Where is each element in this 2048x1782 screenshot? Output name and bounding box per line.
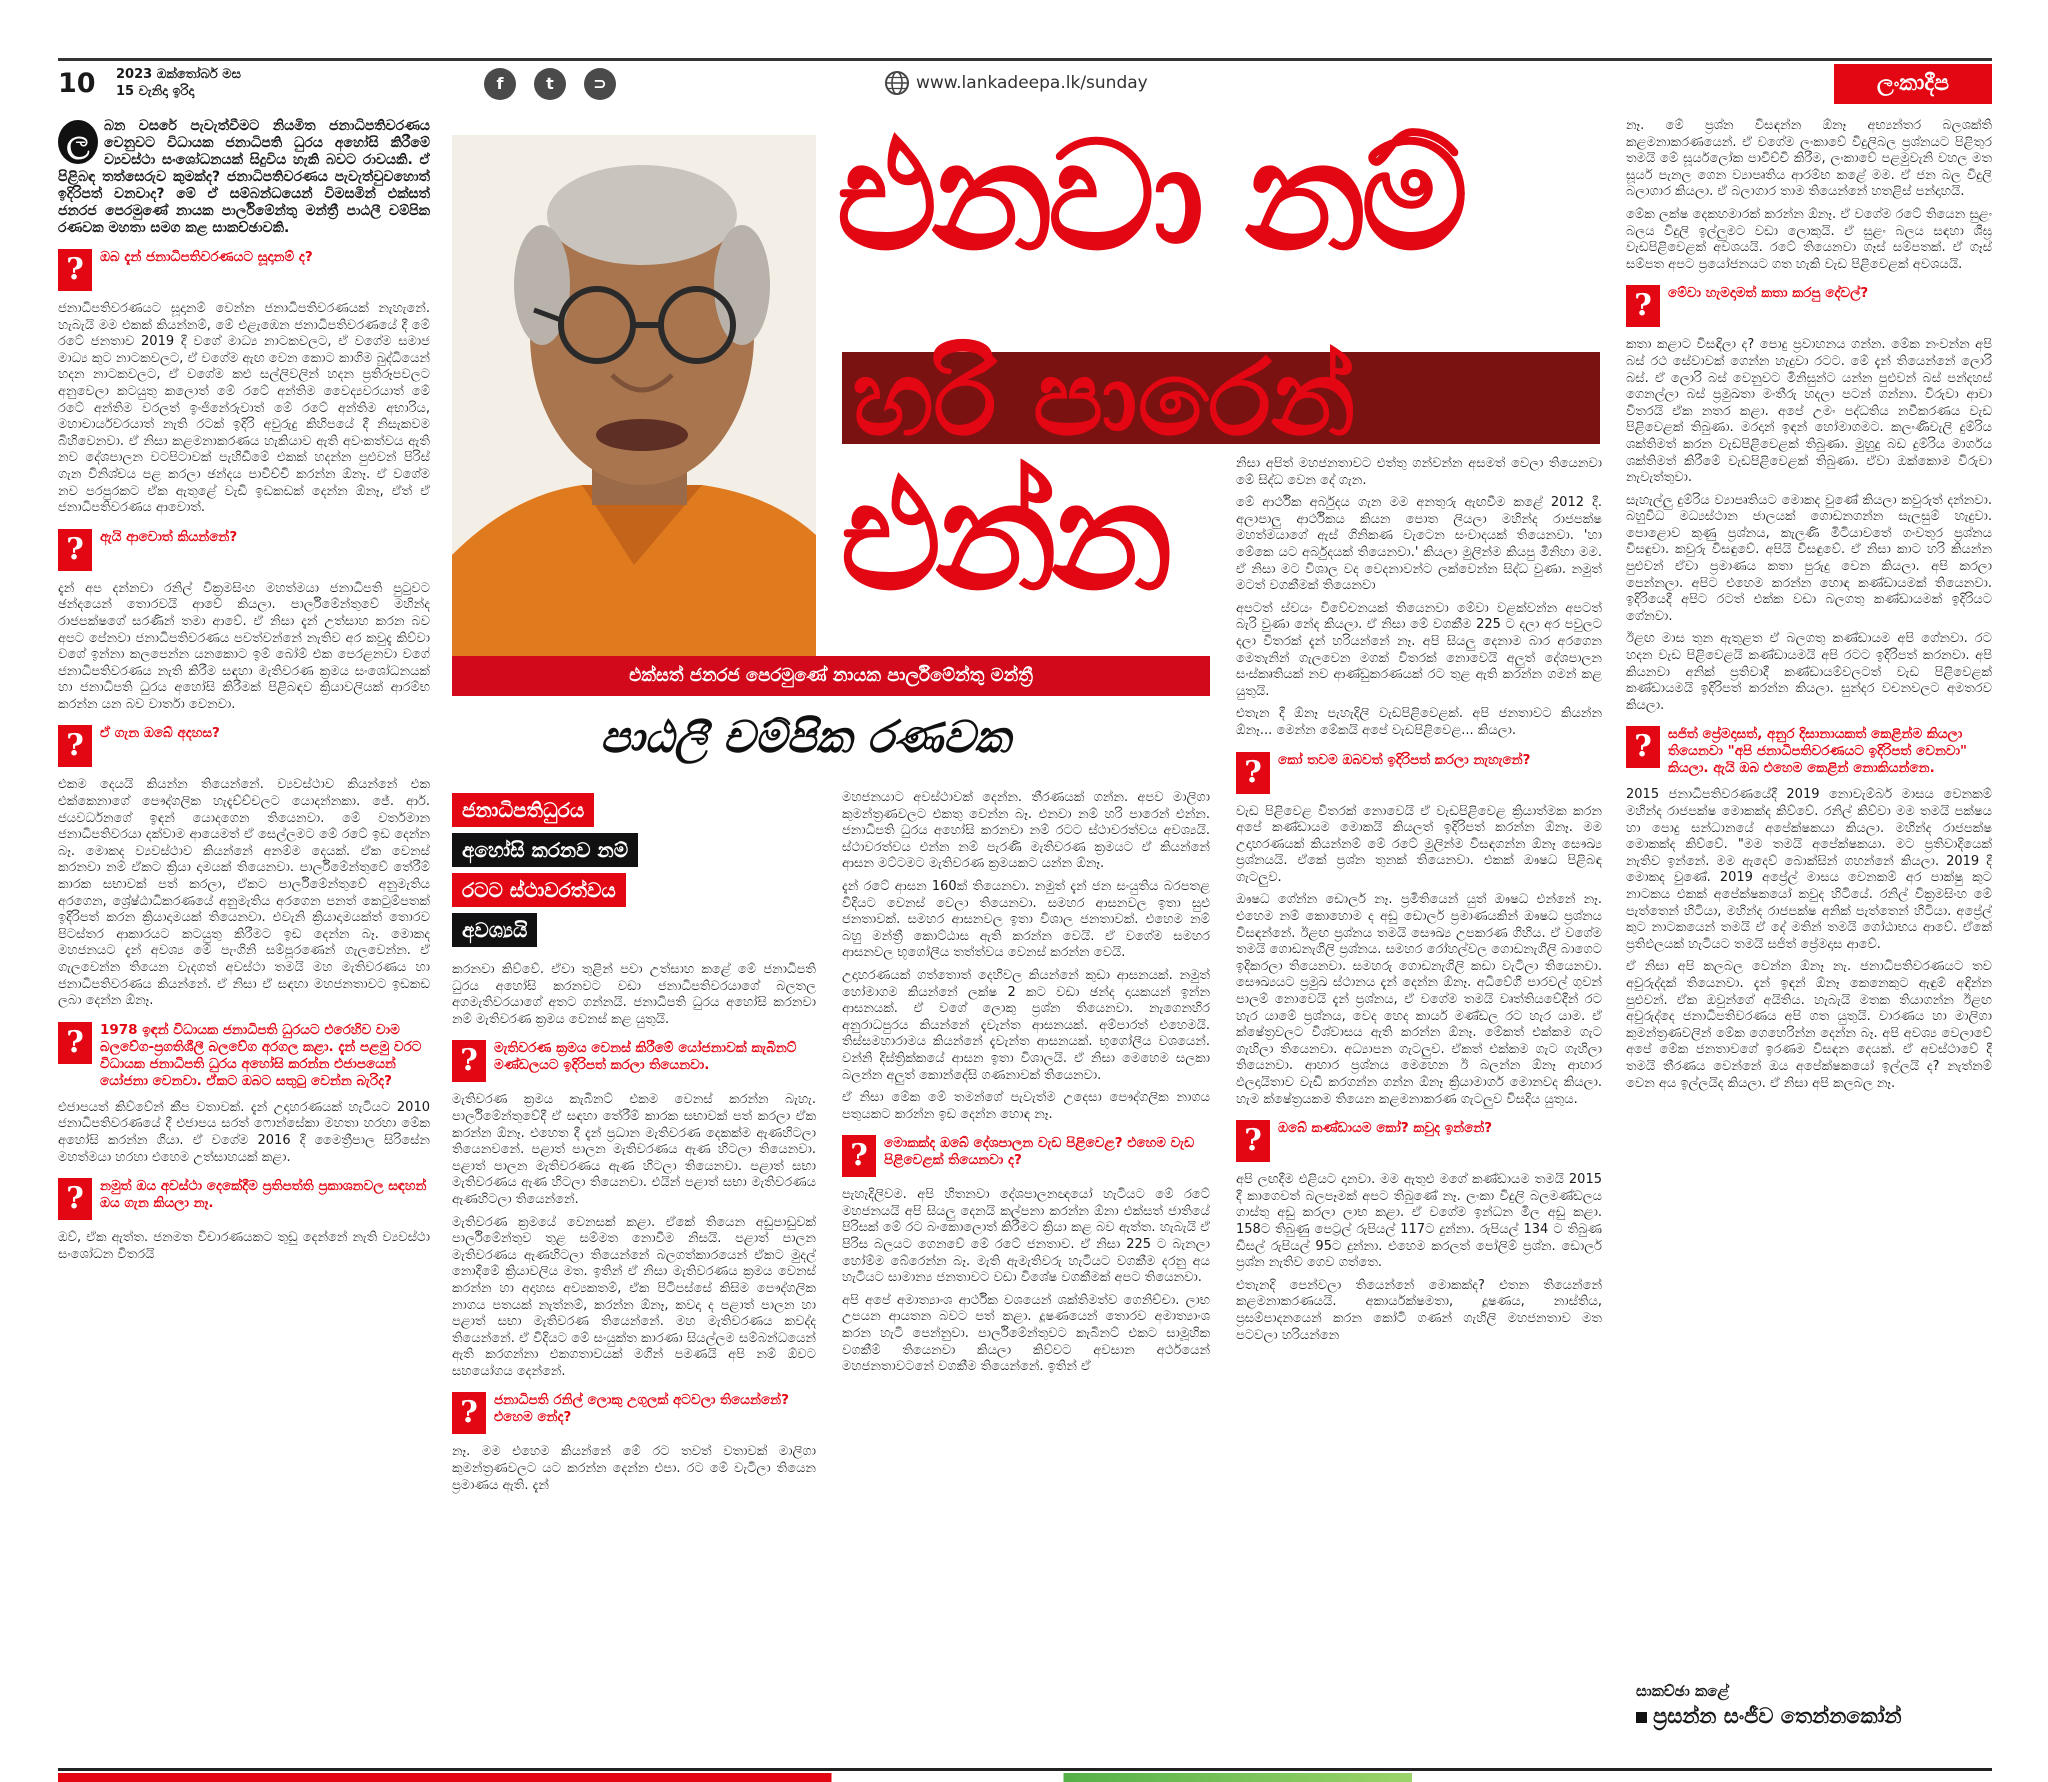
pull-quote-line: රටට ස්ථාවරත්වය	[452, 873, 626, 907]
bottom-rule	[58, 1768, 1992, 1771]
portrait-photo	[452, 135, 816, 658]
body-paragraph: එතැන දී ඕනෑ පැහැදිලි වැඩපිළිවෙළක්. අපි ජනතාවට කියන්න ඕනෑ... මෙන්න මේකයි අපේ වැඩපිළිවෙළ... කියලා.	[1236, 706, 1602, 738]
body-paragraph: නිසා අපිත් මහජනතාවට එත්තු ගන්වන්න අසමත් වෙලා තියෙනවා මේ සිද්ධ වෙන දේ ගැන.	[1236, 456, 1602, 488]
answer-paragraph: ජනාධිපතිවරණයට සූදානම් වෙන්න ජනාධිපතිවරණයක් නැහැනේ. හැබැයි මම එකක් කියන්නම්, මේ එළැඹෙන ජනාධිපතිවරණයේ දී මේ රටේ ජනතාව 2019 දී වගේ මාධ්‍ය නාටකවලට, ඒ වගේම සමාජ මාධ්‍ය කුට නාටකවලට, ඒ වගේම ඇඟ වෙන කොට කාගිම බුද්ධියෙන් හදන නාටකවලට, ඒ වගේම කළු සල්ලිවලින් හදන ප්‍රතිරූපවලට අනුවෙලා කටයුතු කලොත් මේ රටේ අන්තිම වෛද්‍යවරයාත් මේ රටේ අන්තිම වරලත් ඉංජිනේරුවාත් මේ රටේ අන්තිම අභාරිය, මහාචාර්යවරයාත් නැති රටක් ඉදිරි අවුරුදු කිහිපයේ දී නිසැකවම බිහිවෙනවා. ඒ නිසා කළමනාකරණය හැකියාව ඇති අවංකත්වය ඇති නව දේශපාලන වටපිටාවක් පැහිඩීමේ එකක් හදන්න පුළුවන් පිරිස් ගැන විනිශ්චය පළ කරලා ඡන්දය පාවිච්චි කරන්න ඕනෑ. ඒ වගේම නව පරපුරකට ඒක ඇතුළේ වැඩි ඉඩකඩක් දෙන්න ඕනෑ, ඒත් ඒ ජනාධිපතිවරණය ආවොත්.	[58, 301, 430, 516]
headline-line-2: හරි පාරෙන්	[852, 337, 1356, 459]
body-paragraph: කරනවා කිව්වේ. ඒවා තුළින් පවා උත්සාහ කළේ මේ ජනාධිපති ධුරය අහෝසි කරනවට වඩා ජනාධිපතිවරයාගේ බලතල අගමැතිවරයාගේ අතට ගන්නයි. ජනාධිපති ධුරය අහෝසි කරනවා නම් මැතිවරණ ක්‍රමය වෙනස් කළ යුතුයි.	[452, 962, 816, 1027]
website-link[interactable]	[884, 70, 1148, 96]
question-block	[1626, 285, 1992, 327]
question-block	[58, 1022, 430, 1090]
question-mark-icon: ?	[1236, 752, 1270, 794]
question-text: නමුත් ඔය අවස්ථා දෙකේදීම ප්‍රතිපත්ති ප්‍රකාශනවල සඳහන් ඔය ගැන කියලා නෑ.	[100, 1178, 427, 1212]
interviewer-credit	[1636, 1682, 1976, 1729]
interviewer-name: ප්‍රසන්න සංජීව තෙන්නකෝන්	[1636, 1704, 1976, 1729]
date-line-1: 2023 ඔක්තෝබර් මස	[116, 67, 241, 82]
page-header	[58, 64, 1992, 104]
rss-icon[interactable]: ⊃	[584, 68, 616, 100]
question-block	[842, 1135, 1210, 1177]
question-block	[58, 725, 430, 767]
question-mark-icon: ?	[1236, 1120, 1270, 1162]
question-text: සජිත් ප්‍රේමදාසත්, අනුර දිසානායකත් කෙළින්ම කියලා තියෙනවා "අපි ජනාධිපතිවරණයට ඉදිරිපත් වෙනවා" කියලා. ඇයි ඔබ එහෙම කෙළින් නොකියන්නෙ.	[1668, 726, 1968, 777]
question-block	[58, 1178, 430, 1220]
question-text: මොකක්ද ඔබේ දේශපාලන වැඩ පිළිවෙළ? එහෙම වැඩ පිළිවෙළක් තියෙනවා ද?	[884, 1135, 1195, 1169]
drop-cap: ල	[58, 120, 98, 164]
body-paragraph: 2015 ජනාධිපතිවරණයේදී 2019 නොවැම්බර් මාසය වෙනකම් මහින්ද රාජපක්ෂ මොකක්ද කිව්වේ. රනිල් කිව්වා මම තමයි පක්ෂය හා පොදු සන්ධානයේ අපේක්ෂකයා කියලා. මහින්ද රාජපක්ෂ මොකක්ද කිව්වේ. "මම තමයි අපේක්ෂකයා. මට ප්‍රතිවාදියෙක් නැතිව ඉන්නේ. මම ඇදෙව් බොක්සින් ගහන්නේ කියලා. 2019 දී මොකද වුණේ. 2019 අප්‍රේල් මාසය වෙනකම් අර පාක්ෂු කුට නාටකය එකක් අපේක්ෂකයෝ කවුද හිටියේ. රනිල් වික්‍රමසිංහ මේ පැත්තෙන් හිටියා, මහින්ද රාජපක්ෂ අනික් පැත්තෙන් හිටියා. අප්‍රේල් කුට නාටකයෙන් තමයි ඒ දේ මතින් තමයි ගෝඨාභය ආවේ. ඒකේ ප්‍රතිඵලයක් හැටියට තමයි සජිත් ප්‍රේමදාස ආවේ.	[1626, 787, 1992, 952]
question-text: 1978 ඉඳන් විධායක ජනාධිපති ධුරයට එරෙහිව වාම බලවේග-ප්‍රගතිශීලී බලවේග අරගල කළා. දැන් පළමු වරට විධායක ජනාධිපති ධුරය අහෝසි කරන්න එජාපයෙන් යෝජනා වෙනවා. ඒකට ඔබට සතුටු වෙන්න බැරිද?	[100, 1021, 422, 1089]
question-text: ඔබ දැන් ජනාධිපතිවරණයට සූදානම් ද?	[100, 249, 313, 265]
question-mark-icon: ?	[58, 1178, 92, 1220]
body-paragraph: පැහැදිලිවම. අපි හිතනවා දේශපාලනඥයෝ හැටියට මේ රටේ මහජනයයි අපි සියලු දෙනයි කල්පනා කරන්න ඕනා එක්සත් ජාතියේ පිරිසක් මේ රට බංකොලොත් කිරීමට ක්‍රියා කළ බව ඇත්ත. හැබැයි ඒ පිරිස බලයට ගෙනවේ මේ රටේ ජනතාව. ඒ නිසා 225 ට බැනලා හෝම්ම බේරෙන්න බෑ. මැති ඇමැතිවරු හැටියට වගකීම දරනු අය හැටියට සාමාන්‍ය ජනතාවට වඩා විශේෂ වගකීමක් අපට තියෙනවා.	[842, 1187, 1210, 1286]
body-paragraph: නෑ. මේ ප්‍රශ්න විසඳන්න ඕනෑ අභ්‍යන්තර බලශක්ති කළමනාකරණයෙන්. ඒ වගේම ලංකාවේ විදුලිබල ප්‍රශ්නයට පිළිතුර තමයි මේ සූර්යලෝක පාවිච්චි කිරීම, ලංකාවේ පළමුවැනි වහල මත සූර්ය පැනල ගෙන ව්‍යාපෘතිය ආරම්භ කළේ මම. ඒ ජන බල විදුලි බලාගාර කියලා. ඒ බලාගාර තාම තියෙන්නේ හතළිස් පන්දාහයි.	[1626, 118, 1992, 200]
question-mark-icon: ?	[1626, 726, 1660, 768]
question-text: මැතිවරණ ක්‍රමය වෙනස් කිරීමේ යෝජනාවක් කැබිනට් මණ්ඩලයට ඉදිරිපත් කරලා තියෙනවා.	[494, 1040, 797, 1074]
question-text: කෝ තවම ඔබවත් ඉදිරිපත් කරලා නැහැනේ?	[1278, 751, 1531, 768]
question-block	[452, 1040, 816, 1082]
body-paragraph: අපටත් ස්වයං විවේචනයක් තියෙනවා මේවා වළක්වන්න අපටත් බැරි වුණා නේද කියලා. ඒ නිසා මේ වගකීම 225 ට දලා අර පවුලට දලා විතරක් දැන් හරියන්නේ නෑ. අපි සියලු දෙනාම බාර අරගෙන මෙතැනින් ගැලවෙන මගක් විතරක් නොවෙයි අලුත් දේශපාලන සංස්කෘතියක් නව ආණ්ඩුකරණයක් රට තුළ ඇති කරන්න ගමන් කළ යුතුයි.	[1236, 600, 1602, 699]
question-block	[58, 529, 430, 571]
question-block	[1626, 726, 1992, 777]
column-1	[58, 118, 430, 1766]
portrait-illustration	[452, 135, 816, 658]
question-text: ඔබේ කණ්ඩායම කෝ? කවුද ඉන්නේ?	[1278, 1120, 1493, 1137]
intro-text: බන වසරේ පැවැත්වීමට නියමිත ජනාධිපතිවරණය වෙනුවට විධායක ජනාධිපති ධුරය අහෝසි කිරීමේ ව්‍යවස්ථා සංශෝධනයක් සිදුවිය හැකි බවට රාවයකි. ඒ පිළිබඳ තත්සෙරුව කුමක්ද? ජනාධිපතිවරණය පැවැත්වුවහොත් ඉදිරිපත් වනවාද? මේ ඒ සම්බන්ධයෙන් විමසමින් එක්සත් ජනරජ පෙරමුණේ නායක පාර්ලිමේන්තු මන්ත්‍රී පාඨලී චම්පික රණවක මහතා සමග කළ සාකච්ඡාවකි.	[58, 118, 430, 236]
body-paragraph: සැහැල්ලු දුම්රිය ව්‍යාපෘතියට මොකද වුණේ කියලා කවුරුත් දන්නවා. බහුවිධ මධ්‍යස්ථාන ජාලයක් ගොඩනගන්න සැලසුම් හැදුවා. පොළොව කුණු ප්‍රශ්නය, කැලණි මිටියාවතේ ගංවතුර ප්‍රශ්නය විසඳුවා. කවුරු විසඳුවේ. අපියි විසඳුවේ. ඒ නිසා කාට හරි කියන්න පුළුවන් ඒවා ප්‍රමාණය කතා පුරුදු වෙන කියලා. අපි කරලා පෙන්නලා. අපිට එහෙම කරන්න හොඳ කණ්ඩායමක් තියෙනවා. ඉදිරියෙදී අපිට රටත් එක්ක වඩා බලගතු කණ්ඩායමක් ඉදිරියට ගේනවා.	[1626, 492, 1992, 624]
interviewee-name: පාඨලී චම්පික රණවක	[600, 712, 1011, 763]
headline-line-3: එන්න	[840, 450, 1168, 624]
question-text: මේවා හැමදාමත් කතා කරපු දේවල්?	[1668, 285, 1869, 302]
column-3	[842, 790, 1210, 1766]
answer-paragraph: දැන් අප දන්නවා රනිල් වික්‍රමසිංහ මහත්මයා ජනාධිපති පුටුවට ඡන්දයෙන් තොරවයි ආවේ කියලා. පාර්ලිමේන්තුවේ මහින්ද රාජපක්ෂගේ සරණින් තමා ආවේ. ඒ නිසා දැන් උත්සාහ කරන බව අපට පේනවා ජනාධිපතිවරණය පවත්වන්නේ නැතිව අර කවුදැ කිව්වා වගේ ඉන්නා කලපෙන්න යනකොට ඉම් බෝම් එක පෙරළනවා වගේ ජනාධිපතිවරණය නැති කිරීම සඳහා මැතිවරණ ක්‍රමය සංශෝධනයක් හා ජනාධිපති ධුරය අහෝසි කිරීමක් පිළිබඳව ක්‍රියාවලියක් ආරම්භ කරන්න යන බව වාර්තා වෙනවා.	[58, 580, 430, 712]
body-paragraph: අපි ලඟදීම එළියට දානවා. මම ඇතුළු මගේ කණ්ඩායම තමයි 2015 දී කාගෙවත් බලපෑමක් අපට තිබුණේ නෑ. ලංකා විදුලි බලමණ්ඩලය ගාස්තු අඩු කරලා ලාභ කළා. ඒ වගේම ඉන්ධන මිල අඩු කළා. 158ට තිබුණු පෙට්‍රල් රුපියල් 117ට දුන්නා. රුපියල් 134 ට තිබුණ ඩීසල් රුපියල් 95ට දුන්නා. එහෙම කරලත් පෝලිම් ප්‍රශ්න. ඩොලර් ප්‍රශ්න නැතිව ගෙව ගත්තෙ.	[1236, 1172, 1602, 1271]
body-paragraph: නෑ. මම එහෙම කියන්නේ මේ රට තවත් වතාවක් මාලිගා කුමන්ත්‍රණවලට යට කරන්න දෙන්න එපා. රට මේ වැටිලා තියෙන ප්‍රමාණය ඇති. දැන්	[452, 1444, 816, 1493]
column-4	[1236, 456, 1602, 1766]
question-text: ඒ ගැන ඔබේ අදහස?	[100, 725, 220, 742]
column-5	[1626, 118, 1992, 1674]
twitter-icon[interactable]: t	[534, 68, 566, 100]
pull-quote-line: ජනාධිපතිධුරය	[452, 793, 594, 827]
answer-paragraph: ඔව්, ඒක ඇත්ත. ජනමත විචාරණයකට තුඩු දෙන්නේ නැති ව්‍යවස්ථා සංශෝධන විතරයි	[58, 1230, 430, 1262]
lankadeepa-logo[interactable]: ලංකාදීප	[1834, 64, 1992, 104]
body-paragraph: මැතිවරණ ක්‍රමයේ වෙනසක් කළා. ඒකේ තියෙන අඩුපාඩුවක් පාර්ලිමේන්තුව තුළ සම්මත නොවීම නිසයි. පළාත් පාලන මැතිවරණය ඇණහිටලා තියෙන්නේ බලගත්කාරයෙන් ඒකට මුදල් නොදීමේ ක්‍රියාවලිය මත. ඉතින් ඒ නිසා මැතිවරණය ක්‍රමය වෙනස් කරන්න හා අදාහස අව්‍යකතම්, ඒක පිටිපස්සේ කිසිම පෞද්ගලික නාගය පතයක් නැත්නම්, කරන්න ඕනෑ, කවදා ද පළාත් පාලන හා පළාත් සභා මැතිවරණ තියෙන්නේ. මහ මැතිවරණය කවද්ද තියෙන්නේ. ඒ විදියට මේ සංයුක්ත කාරණා සියල්ලම සම්බන්ධයෙන් ඇති කරගන්නා එකගතාවයක් මගින් පමණයි අපි නම් ඕවට සහයෝගය දෙන්නේ.	[452, 1214, 816, 1379]
question-block	[452, 1392, 816, 1434]
body-paragraph: ඒ නිසා මේක මේ තමන්ගේ පැවැත්ම උදෙසා පෞද්ගලික නාගය පතුයකට කරන්න ඉඩ දෙන්න හොඳ නෑ.	[842, 1090, 1210, 1122]
question-mark-icon: ?	[58, 529, 92, 571]
website-url: www.lankadeepa.lk/sunday	[916, 73, 1148, 93]
body-paragraph: ඒ නිසා අපි කලබල වෙන්න ඕනෑ නැ. ජනාධිපතිවරණයට තව අවුරුද්දක් තියෙනවා. දැන් ඉඳන් ඕනෑ කෙනෙකුට ඇඳුම් අඳින්න පුළුවන්. ඒක ඔවුන්ගේ අයිතිය. හැබැයි මතක තියාගන්න ඊළඟ අවුරුද්දෙ ජනාධිපතිවරණය අපි ගත යුතුයි. වාරණය හා මාලිගා කුමන්ත්‍රණවලින් මේක ගෙහෙරින්න දෙන්න බෑ. අපි අවශ්‍ය වෙලාවේ අපේ මේක ජනතාවගේ ඉරණම විසඳන දෙයක්. ඒ අවස්ථාවේ දී තමයි තීරණය වෙන්නේ ඔය අපේක්ෂකයෝ ඉල්ලයි ද? නැත්නම් වෙන අය ඉල්ලයිද කියලා. ඒ නිසා අපි කලබල නෑ.	[1626, 959, 1992, 1091]
question-mark-icon: ?	[842, 1135, 876, 1177]
question-text: ජනාධිපති රනිල් ලොකු උගුලක් අටවලා තියෙන්නේ? එහෙම නේද?	[494, 1392, 789, 1426]
question-mark-icon: ?	[58, 249, 92, 291]
body-paragraph: දැන් රටේ ආසන 160ක් තියෙනවා. නමුත් දැන් ජන සංයුතිය බරපතළ විදියට වෙනස් වෙලා තියෙනවා. සමහර ආසනවල ඉතා සුළු ජනතාවක්. සමහර ආසනවල ඉතා විශාල ජනතාවක්. එහෙම නම් බහු මන්ත්‍රී කොට්ඨාස ඇති කරන්න වෙයි. ඒ වගේම සමහර ආසනවල භූගෝලීය තත්ත්වය වෙනස් කරන්න වෙයි.	[842, 878, 1210, 961]
pull-quote-line: අවශ්‍යයි	[452, 913, 537, 947]
answer-paragraph: එජාපයත් කිව්වේන් කීප වතාවක්. දැන් උදාහරණයක් හැටියට 2010 ජනාධිපතිවරණයේ දී එජාපය සරත් ෆොන්සේකා මහතා හරහා මේක අහෝසි කරන්න ගියා. ඒ වගේම 2016 දී මෛත්‍රීපාල සිරිසේන මහත්මයා හරහා එහෙම උත්සාහයක් කළා.	[58, 1099, 430, 1165]
body-paragraph: ඊළඟ මාස තුන ඇතුළත ඒ බලගතු කණ්ඩායම අපි ගේනවා. රට හදන වැඩ පිළිවෙළයි කණ්ඩායමයි අපි රටට ඉදිරිපත් කරනවා. අපි කියනවා අනික් ප්‍රතිවාදී කණ්ඩායම්වලටත් වැඩ පිළිවෙළක් කණ්ඩායමයි ඉදිරිපත් කරන්න කියලා. සුන්දර වචනවලට අමතරව කියලා.	[1626, 631, 1992, 713]
body-paragraph: මේක ලක්ෂ දෙකහමාරක් කරන්න ඕනෑ. ඒ වගේම රටේ තියෙන සුළං බලය විදුලි ඉල්ලුමට වඩා ලොකුයි. ඒ සුළං බලය සඳහා ශීඝ්‍ර වැඩපිළිවෙළක් අවශයයි. රටේ තියෙනවා ගෑස් සම්පතක්. ඒ ගෑස් සම්පත අපට ප්‍රයෝජනයට ගත හැකි වැඩ පිළිවෙළක් අවශයයි.	[1626, 206, 1992, 272]
top-rule	[58, 58, 1992, 61]
column-2	[452, 962, 816, 1766]
pull-quote-line: අහෝසි කරනව නම්	[452, 833, 638, 867]
question-text: ඇයි ආවොත් කියන්නේ?	[100, 528, 238, 545]
question-block	[58, 249, 430, 291]
intro-paragraph	[58, 118, 430, 237]
body-paragraph: වැඩ පිළිවෙළ විතරක් නොවෙයි ඒ වැඩපිළිවෙළ ක්‍රියාත්මක කරන අපේ කණ්ඩායම මොකයි කියලත් ඉදිරිපත් කරන්න ඕනෑ. මම උදාහරණයක් කියන්නම් මේ රටේ මුලින්ම විසඳගන්න ඕනෑ සෞඛ්‍ය ප්‍රශ්නයයි. ඒකේ ප්‍රශ්න තුනක් තියෙනවා. එකක් ඖෂධ පිළිබඳ ගැටලුව.	[1236, 803, 1602, 885]
body-paragraph: උදාහරණයක් ගත්තොත් දෙහිවල කියන්නේ කුඩා ආසනයක්. නමුත් හෝමාගම කියන්නේ ලක්ෂ 2 කට වඩා ඡන්ද දායකයන් ඉන්න ආසනයක්. ඒ වගේ ලොකු ප්‍රශ්න තියෙනවා. නැගෙනහිර අනුරාධපුරය කියන්නේ දැවැන්ත ආසනයක්. අම්පාරත් එහෙමයි. තිස්සමහාරාමය කියන්නේ දැවැන්ත ආසනයක්. භූගෝලීය වශයෙන්. වන්නි දිස්ත්‍රික්කයේ ආසන ඉතා විශාලයි. ඒ නිසා මෙහෙම සලකා බලන්න අලුත් කොන්දේසි ගණනාවක් තියෙනවා.	[842, 967, 1210, 1083]
body-paragraph: මේ ආර්ථික අර්බුදය ගැන මම අනතුරු ඇඟවීම කළේ 2012 දී. අලාපාලු ආර්ථිකය කියන පොත ලියලා මහින්ද රාජපක්ෂ මහත්මයාගේ ඇස් ගිනිකණ වැටෙන සංවාදයක් තියෙනවා. 'හා මේකෙ යට අර්බුදයක් තියෙනවා.' කියලා මුලින්ම කියපු මිනිහා මම. ඒ නිසා මට විශාල වද වෙදනාවන්ට ලක්වෙන්න සිද්ධ වුණා. නමුත් මටත් වගකීමක් තියෙනවා	[1236, 495, 1602, 594]
globe-icon	[884, 70, 910, 96]
body-paragraph: මහජනයාට අවස්ථාවක් දෙන්න. තීරණයක් ගන්න. අපව මාලිගා කුමන්ත්‍රණවලට එකතු වෙන්න බෑ. එනවා නම් හරි පාරෙන් එන්න. ජනාධිපති ධුරය අහෝසි කරනවා නම් රටට ස්ථාවරත්වය අවශ්‍යයි. ස්ථාවරත්වය එන්න නම් පැරණි මැතිවරණ ක්‍රමයට ඒ කියන්නේ ආසන මට්ටමට මැතිවරණ ක්‍රමයකට යන්න ඕනෑ.	[842, 790, 1210, 872]
question-block	[1236, 752, 1602, 794]
body-paragraph: කතා කළාට විසඳිලා ද? පොදු ප්‍රවාහනය ගන්න. මේක නංවන්න අපි බස් රථ සේවාවක් ගෙන්න හැදුවා රටට. මේ දැන් තියෙන්නේ ලොරි බස්. ඒ ලොරි බස් වෙනුවට මිනිසුන්ට යන්න පුළුවන් බස් පන්දහස් ගෙනල්ලා බස් ප්‍රමුඛතා මංතීරු හදලා පටන් ගන්නා. විරුවා ආවා විතරයි ඒක නතර කළා. අපේ උමං පද්ධතිය නවීකරණය වැඩ පිළිවෙළක් තිබුණා. මරදාන් ඉඳන් හෝමාගමට. කලංණිවැලි දුම්රිය ශක්තිමත් කරන වැඩපිළිවෙළක් තිබුණා. මුහුදු බඩ දුම්රිය මාර්ගය ශක්තිමත් කිරීමේ වැඩපිළිවෙළක් තිබුණා. ඒවා ඔක්කොම විරුවා නැවැත්තුවා.	[1626, 337, 1992, 486]
body-paragraph: එතැනදි පෙන්වලා තියෙන්නේ මොකක්ද? එතන තියෙන්නේ කළමනාකරණයයි. අකාර්යක්ෂමතා, දූෂණය, නාස්තිය, ප්‍රසම්පාදනයෙන් කරන කෝටි ගණන් ගැහිලි මහජනතාව මත පටවලා හරියන්නෙ	[1236, 1277, 1602, 1343]
page-date	[116, 66, 241, 100]
headline-line-1: එනවා නම්	[836, 110, 1463, 284]
answer-paragraph: එකම දෙයයි කියන්න තියෙන්නේ. ව්‍යවස්ථාව කියන්නේ එක එක්කෙනාගේ පෞද්ගලික හැදැච්ච්චලට යොදන්නකා. ජේ. ආර්. ජයවර්ධනගේ ඉඳන් යොදගෙන තියෙනවා. මේ වර්තමාන ජනාධිපතිවරයා දක්වාම ආයෙමත් ඒ සෙල්ලමට මේ රටේ ඉඩ දෙන්න බෑ. මොකද ව්‍යවස්ථාව කියන්නේ අනම්ම දෙයක්. ඒක වෙනස් කරනවා නම් ඒකට ක්‍රියා දාමයක් තියෙනවා. පාර්ලිමේන්තුවේ තේරීම් කාරක සභාවක් පත් කරලා, ඒකට පාර්ලිමේන්තුවේ අනුමැතිය අරගෙන, ශ්‍රේෂ්ඨාධිකරණයේ අනුමැතිය අරගෙන පනත් කෙටුම්පතක් ඉදිරිපත් කරන ක්‍රියාදාමයක් තියෙනවා. එවැනි ක්‍රියාදාමයක්ත් තොරව පිටස්තර ආකාරයට කටයුතු කිරීමට ඉඩ දෙන්න බෑ. මොකද මහජනයට දැන් අවශ්‍ය මේ පැංගිනි සම්පූරණෙන් ගැලවෙන්න. ඒ ගැලවෙන්න තියෙන වැදගත් අවස්ථා තමයි මහ මැතිවරණය හා ජනාධිපතිවරණය කියන්නේ. ඒ නිසා ඒ සඳහා මහජනතාවට ඉඩකඩ ලබා දෙන්න ඕනෑ.	[58, 777, 430, 1009]
question-mark-icon: ?	[58, 1022, 92, 1064]
pull-quote	[452, 793, 638, 953]
bottom-advert-strip	[58, 1773, 1992, 1782]
question-mark-icon: ?	[1626, 285, 1660, 327]
question-mark-icon: ?	[58, 725, 92, 767]
body-paragraph: අපි අපේ අමාත්‍යාංශ ආර්ථික වශයෙන් ශක්තිමත්ව ගෙනිච්චා. ලාභ උපයන ආයතන බවට පත් කළා. දූෂණයෙන් තොරව අමාත්‍යාංශ කරන හැටි පෙන්නුවා. පාර්ලිමේන්තුවට කැබිනට් එකට සාමූහික වගකීම් තියෙනවා කියලා කිව්වට අවසාන අර්ථයෙන් මහජනතාවටනේ වගකීම තියෙන්නේ. ඉතින් ඒ	[842, 1292, 1210, 1375]
headline-subtitle: එක්සත් ජනරජ පෙරමුණේ නායක පාර්ලිමේන්තු මන්ත්‍රී	[452, 656, 1210, 696]
body-paragraph: ඖෂධ ගේන්න ඩොලර් නෑ. ප්‍රමිතියෙන් යුත් ඖෂධ එන්නේ නෑ. එහෙම නම් කොහොම ද අඩු ඩොලර් ප්‍රමාණයකින් ඖෂධ ප්‍රශ්නය විසඳන්නේ. ඊළඟ ප්‍රශ්නය තමයි සෞඛ්‍ය උපකරණ ගිහිය. ඒ වගේම තමයි ගොඩනැගිලි ප්‍රශ්නය. සමහර රෝහල්වල ගොඩනැගිලි බාගෙට ඉදිකරලා තියෙනවා. සමහරු ගොඩනැගිලි කඩා වැටිලා තියෙනවා. සෞඛ්‍යයට ප්‍රමුඛ ස්ථානය දැන් දෙන්න ඕනෑ. අධිවේගී පාරවල් ගුවන් පාලම් නොවෙයි දැන් ප්‍රශ්නය, ඒ වගේම තමයි වෘත්තියවේදීන් රට හැර යාමේ ප්‍රශ්නය, වෙද හෙද කාර්ය මණ්ඩල රට හැර යාම. ඒ ක්ෂේත්‍රවලට විශ්වාසය ඇති කරන්න ඕනෑ. මේකත් එක්කම ගැට ගැහිලා තියෙනවා. අධ්‍යාපන ගැටලුව. ඒකත් එක්කම ගැට ගැහිලා තියෙනවා. ආහාර ප්‍රශ්නය මෙහෙන ඊ බලන්න ඕනෑ ආහාර ඵලදායිතාව වැඩි කරගන්න ගන්න ඕනෑ ක්‍රියාමාර්ග මොනවද කියලා. හැම ක්ෂේත්‍රයකම තියෙන කළමනාකරණ ගැටලුව විසදිය යුතුය.	[1236, 892, 1602, 1107]
question-mark-icon: ?	[452, 1040, 486, 1082]
date-line-2: 15 වැනිදා ඉරිදා	[116, 84, 195, 99]
facebook-icon[interactable]: f	[484, 68, 516, 100]
question-block	[1236, 1120, 1602, 1162]
interviewer-label: සාකච්ඡා කළේ	[1636, 1682, 1729, 1700]
page-number: 10	[58, 68, 96, 99]
body-paragraph: මැතිවරණ ක්‍රමය කැබිනට් එකම වෙනස් කරන්න බැහැ. පාර්ලිමේන්තුවේදී ඒ සඳහා තේරීම් කාරක සභාවක් පත් කරලා ඒක කරන්න ඕනෑ. එහෙත දී දැන් ප්‍රධාන මැතිවරණ දෙකක්ම ඇණහිටලා තියෙනවනේ. පළාත් පාලන මැතිවරණය ඇණ හිටලා තියෙනවා. පළාත් පාලන මැතිවරණය ඇණ හිටලා තියෙනවා. පළාත් සභා මැතිවරණය ඇණ හිටලා තියෙනවා. එයින් පළාත් සභා මැතිවරණය ඇණහිටලා තියෙන්නේ.	[452, 1092, 816, 1207]
question-mark-icon: ?	[452, 1392, 486, 1434]
